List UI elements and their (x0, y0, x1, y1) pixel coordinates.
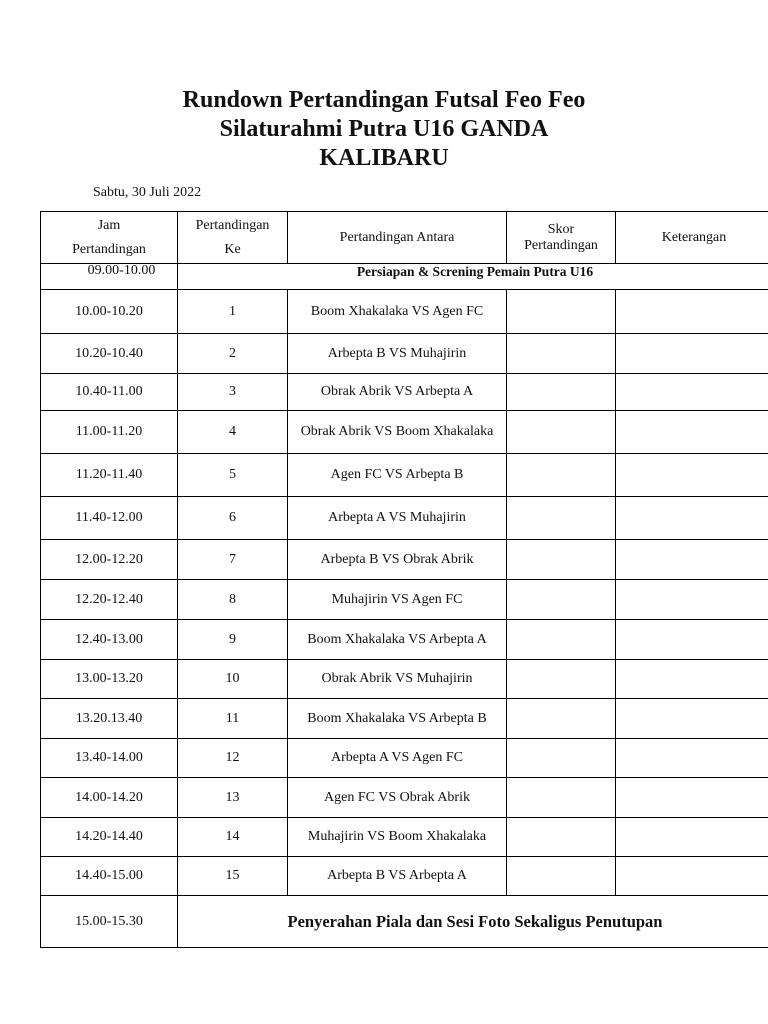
match-number: 5 (178, 454, 288, 497)
notes-cell (616, 580, 768, 620)
match-time: 10.00-10.20 (41, 290, 178, 334)
score-cell (507, 778, 616, 818)
score-cell (507, 497, 616, 540)
table-row (41, 580, 768, 620)
table-row (41, 699, 768, 739)
table-row (41, 290, 768, 334)
notes-cell (616, 818, 768, 857)
match-teams: Arbepta B VS Muhajirin (288, 334, 507, 374)
header-jam-line2: Pertandingan (72, 241, 146, 257)
closing-row (41, 896, 768, 948)
score-cell (507, 290, 616, 334)
header-keterangan: Keterangan (616, 212, 768, 264)
notes-cell (616, 540, 768, 580)
match-teams: Arbepta B VS Obrak Abrik (288, 540, 507, 580)
table-row (41, 818, 768, 857)
match-teams: Boom Xhakalaka VS Arbepta A (288, 620, 507, 660)
table-row (41, 334, 768, 374)
header-ke (178, 212, 288, 264)
match-time: 14.00-14.20 (41, 778, 178, 818)
table-row (41, 778, 768, 818)
match-number: 10 (178, 660, 288, 699)
score-cell (507, 411, 616, 454)
score-cell (507, 454, 616, 497)
table-row (41, 620, 768, 660)
match-teams: Agen FC VS Obrak Abrik (288, 778, 507, 818)
match-number: 15 (178, 857, 288, 896)
score-cell (507, 334, 616, 374)
table-row (41, 660, 768, 699)
header-skor-line1: Skor (547, 222, 575, 237)
match-teams: Muhajirin VS Agen FC (288, 580, 507, 620)
notes-cell (616, 660, 768, 699)
match-teams: Obrak Abrik VS Muhajirin (288, 660, 507, 699)
match-number: 13 (178, 778, 288, 818)
match-time: 10.20-10.40 (41, 334, 178, 374)
title-line-1: Rundown Pertandingan Futsal Feo Feo (182, 87, 586, 113)
notes-cell (616, 620, 768, 660)
score-cell (507, 580, 616, 620)
match-number: 4 (178, 411, 288, 454)
rundown-table (40, 211, 768, 948)
match-number: 12 (178, 739, 288, 778)
opening-time: 09.00-10.00 (41, 264, 178, 290)
table-row (41, 857, 768, 896)
score-cell (507, 660, 616, 699)
match-teams: Arbepta A VS Agen FC (288, 739, 507, 778)
match-time: 13.00-13.20 (41, 660, 178, 699)
match-number: 2 (178, 334, 288, 374)
closing-description: Penyerahan Piala dan Sesi Foto Sekaligus Penutupan (178, 896, 768, 948)
header-skor (507, 212, 616, 264)
match-time: 13.40-14.00 (41, 739, 178, 778)
notes-cell (616, 334, 768, 374)
notes-cell (616, 290, 768, 334)
score-cell (507, 620, 616, 660)
notes-cell (616, 497, 768, 540)
score-cell (507, 818, 616, 857)
table-row (41, 540, 768, 580)
match-time: 11.40-12.00 (41, 497, 178, 540)
match-time: 11.20-11.40 (41, 454, 178, 497)
document-date: Sabtu, 30 Juli 2022 (93, 185, 202, 200)
table-row (41, 374, 768, 411)
notes-cell (616, 857, 768, 896)
match-teams: Boom Xhakalaka VS Arbepta B (288, 699, 507, 739)
match-time: 10.40-11.00 (41, 374, 178, 411)
score-cell (507, 739, 616, 778)
notes-cell (616, 374, 768, 411)
match-number: 8 (178, 580, 288, 620)
score-cell (507, 699, 616, 739)
header-antara: Pertandingan Antara (288, 212, 507, 264)
header-ke-line2: Ke (224, 242, 241, 257)
table-row (41, 739, 768, 778)
match-teams: Arbepta A VS Muhajirin (288, 497, 507, 540)
score-cell (507, 540, 616, 580)
title-line-3: KALIBARU (319, 145, 449, 171)
notes-cell (616, 411, 768, 454)
score-cell (507, 374, 616, 411)
page-title (0, 86, 768, 173)
match-number: 1 (178, 290, 288, 334)
match-teams: Obrak Abrik VS Boom Xhakalaka (288, 411, 507, 454)
match-number: 3 (178, 374, 288, 411)
match-time: 13.20.13.40 (41, 699, 178, 739)
match-number: 14 (178, 818, 288, 857)
match-number: 6 (178, 497, 288, 540)
notes-cell (616, 699, 768, 739)
header-skor-line2: Pertandingan (524, 238, 598, 253)
match-time: 14.20-14.40 (41, 818, 178, 857)
match-time: 12.00-12.20 (41, 540, 178, 580)
title-line-2: Silaturahmi Putra U16 GANDA (219, 116, 549, 142)
match-teams: Boom Xhakalaka VS Agen FC (288, 290, 507, 334)
match-time: 11.00-11.20 (41, 411, 178, 454)
notes-cell (616, 739, 768, 778)
match-time: 12.20-12.40 (41, 580, 178, 620)
match-teams: Muhajirin VS Boom Xhakalaka (288, 818, 507, 857)
match-teams: Arbepta B VS Arbepta A (288, 857, 507, 896)
table-row (41, 497, 768, 540)
score-cell (507, 857, 616, 896)
match-time: 12.40-13.00 (41, 620, 178, 660)
match-number: 7 (178, 540, 288, 580)
opening-description: Persiapan & Screning Pemain Putra U16 (178, 264, 768, 290)
table-row (41, 411, 768, 454)
opening-row (41, 264, 768, 290)
match-teams: Agen FC VS Arbepta B (288, 454, 507, 497)
closing-time: 15.00-15.30 (41, 896, 178, 948)
header-jam-line1: Jam (97, 217, 121, 233)
notes-cell (616, 454, 768, 497)
header-jam (41, 212, 178, 264)
match-number: 11 (178, 699, 288, 739)
match-number: 9 (178, 620, 288, 660)
table-row (41, 454, 768, 497)
header-row (41, 212, 768, 264)
match-time: 14.40-15.00 (41, 857, 178, 896)
match-teams: Obrak Abrik VS Arbepta A (288, 374, 507, 411)
notes-cell (616, 778, 768, 818)
header-ke-line1: Pertandingan (195, 218, 270, 233)
